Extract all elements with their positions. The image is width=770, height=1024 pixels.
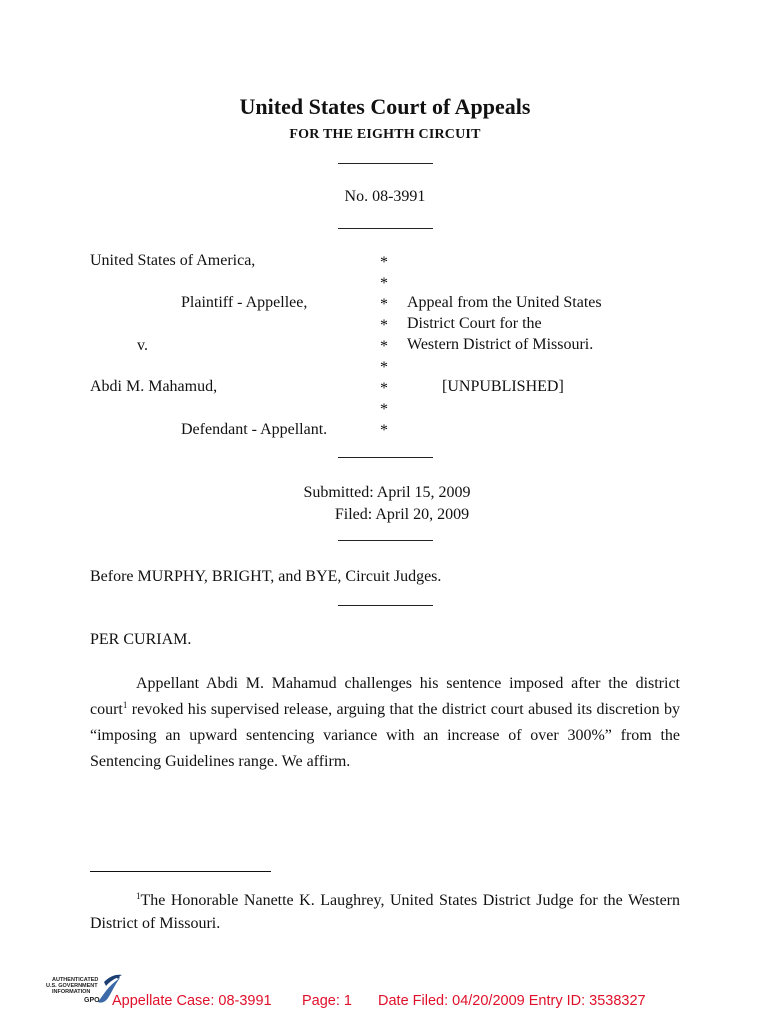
- opinion-paragraph: [90, 671, 680, 775]
- footnote-rule: [90, 871, 271, 872]
- caption-star: *: [380, 317, 388, 334]
- case-number: No. 08-3991: [344, 188, 426, 205]
- footnote-number: 1: [136, 891, 141, 901]
- divider-rule: [338, 457, 433, 458]
- divider-rule: [338, 605, 433, 606]
- caption-star: *: [380, 275, 388, 292]
- panel-judges: Before MURPHY, BRIGHT, and BYE, Circuit Judges.: [90, 568, 442, 585]
- appeal-line-3: Western District of Missouri.: [407, 336, 594, 353]
- appeal-line-2: District Court for the: [407, 315, 542, 332]
- caption-star: *: [380, 380, 388, 397]
- circuit-subtitle: FOR THE EIGHTH CIRCUIT: [289, 127, 481, 142]
- opinion-text: Appellant Abdi M. Mahamud challenges his sentence imposed after the district court: [90, 675, 680, 718]
- appeal-line-1: Appeal from the United States: [407, 294, 602, 311]
- divider-rule: [338, 540, 433, 541]
- footer-case-number: Appellate Case: 08-3991: [112, 993, 272, 1009]
- divider-rule: [338, 228, 433, 229]
- unpublished-label: [UNPUBLISHED]: [442, 378, 564, 395]
- per-curiam-heading: PER CURIAM.: [90, 631, 192, 648]
- court-title: United States Court of Appeals: [239, 94, 531, 119]
- footnote-text: The Honorable Nanette K. Laughrey, United States District Judge for the Western District of Missouri.: [90, 892, 680, 932]
- divider-rule: [338, 163, 433, 164]
- footer-page: Page: 1: [302, 993, 352, 1009]
- footnote-ref: 1: [122, 700, 128, 710]
- defendant-role: Defendant - Appellant.: [181, 421, 328, 438]
- filed-date: Filed: April 20, 2009: [334, 506, 470, 523]
- submitted-date: Submitted: April 15, 2009: [303, 484, 471, 501]
- caption-star: *: [380, 359, 388, 376]
- caption-star: *: [380, 296, 388, 313]
- gpo-authenticated-seal: AUTHENTICATED U.S. GOVERNMENT INFORMATION GPO: [44, 972, 124, 1012]
- defendant-name: Abdi M. Mahamud,: [90, 378, 218, 395]
- caption-star: *: [380, 338, 388, 355]
- versus: v.: [137, 337, 148, 354]
- opinion-text: revoked his supervised release, arguing that the district court abused its discretion by “imposing an upward sentencing variance with an increase of over 300%” from the Sentencing Guidelines range. We affirm.: [90, 701, 680, 770]
- caption-star: *: [380, 254, 388, 271]
- plaintiff-name: United States of America,: [90, 252, 256, 269]
- plaintiff-role: Plaintiff - Appellee,: [181, 294, 308, 311]
- caption-star: *: [380, 401, 388, 418]
- caption-star: *: [380, 422, 388, 439]
- footer-date-entry: Date Filed: 04/20/2009 Entry ID: 3538327: [378, 993, 646, 1009]
- footnote: [90, 889, 680, 935]
